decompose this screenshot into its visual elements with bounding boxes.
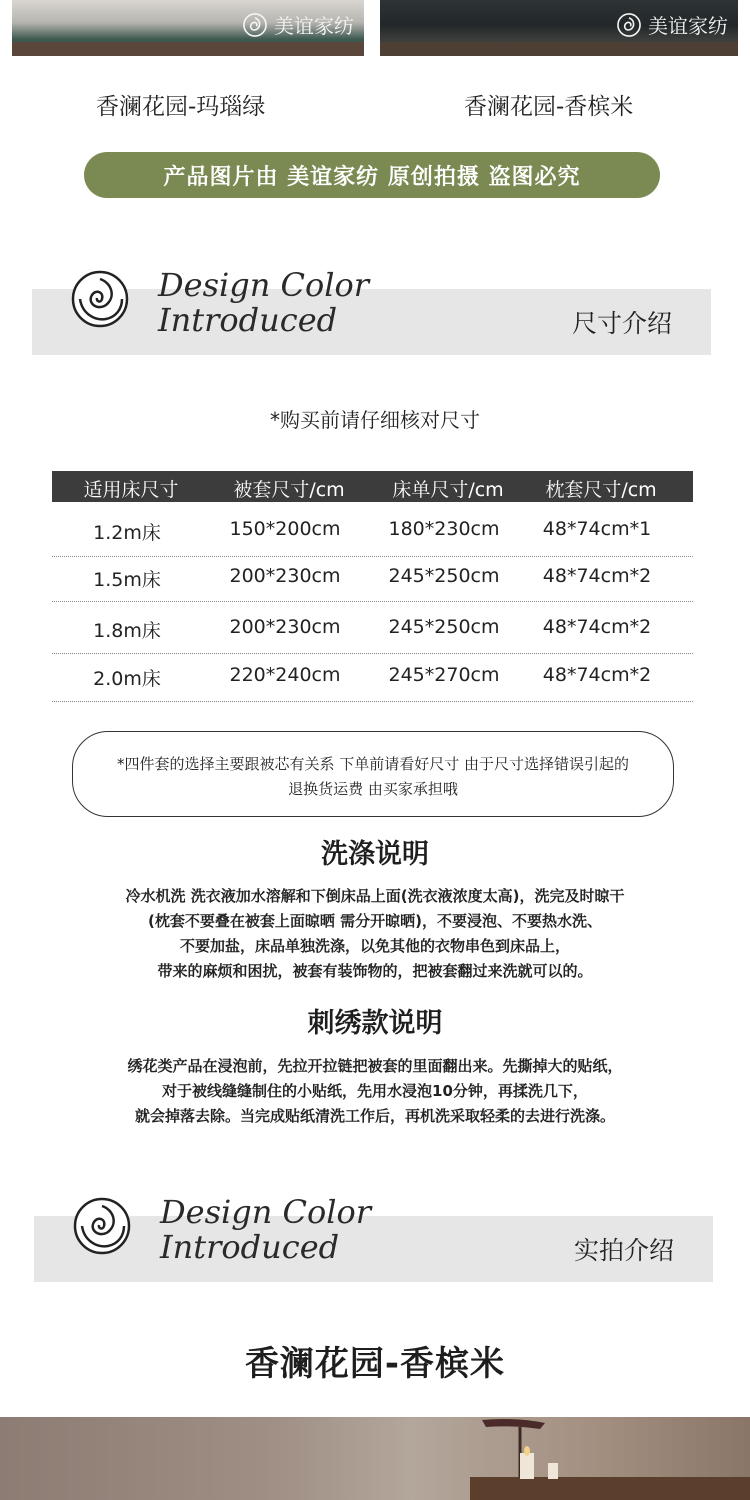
product-title: 香澜花园-香槟米 [244, 1344, 506, 1384]
cell-bed: 1.5m床 [93, 569, 161, 591]
cell-duvet: 220*240cm [229, 664, 341, 686]
watermark [616, 10, 728, 39]
rose-logo-icon [616, 12, 642, 38]
cell-duvet: 200*230cm [229, 616, 341, 638]
copyright-banner: 产品图片由 美谊家纺 原创拍摄 盗图必究 [84, 152, 660, 198]
rose-icon [70, 269, 130, 329]
cell-duvet: 150*200cm [229, 518, 341, 540]
watermark-text: 美谊家纺 [274, 14, 354, 38]
washing-line: 冷水机洗 洗衣液加水溶解和下倒床品上面(洗衣液浓度太高)，洗完及时晾干 [125, 887, 625, 905]
size-disclaimer-box [72, 731, 674, 817]
size-check-note: *购买前请仔细核对尺寸 [270, 408, 480, 432]
embroidery-title: 刺绣款说明 [307, 1008, 443, 1039]
cell-sheet: 245*250cm [388, 616, 500, 638]
header-bed-size: 适用床尺寸 [83, 479, 179, 501]
embroidery-line: 对于被线缝缝制住的小贴纸，先用水浸泡10分钟，再揉洗几下， [162, 1082, 588, 1100]
product-caption-right: 香澜花园-香槟米 [464, 94, 634, 120]
cell-sheet: 245*250cm [388, 565, 500, 587]
room-scene-icon [0, 1417, 750, 1500]
cell-bed: 1.2m床 [93, 522, 161, 544]
header-sheet-size: 床单尺寸/cm [392, 479, 504, 501]
rose-logo-icon [242, 12, 268, 38]
washing-title: 洗涤说明 [321, 839, 429, 870]
watermark-text: 美谊家纺 [648, 14, 728, 38]
washing-line: 不要加盐，床品单独洗涤，以免其他的衣物串色到床品上， [179, 937, 570, 955]
cell-pillow: 48*74cm*1 [542, 518, 652, 540]
header-duvet-size: 被套尺寸/cm [233, 479, 345, 501]
disclaimer-line: 退换货运费 由买家承担哦 [288, 780, 458, 798]
script-heading-line2: Introduced [160, 1228, 340, 1266]
section-title-size: 尺寸介绍 [572, 309, 673, 338]
cell-bed: 1.8m床 [93, 620, 161, 642]
script-heading-line1: Design Color [158, 266, 370, 304]
cell-pillow: 48*74cm*2 [542, 616, 652, 638]
product-caption-left: 香澜花园-玛瑙绿 [96, 94, 266, 120]
section-title-photos: 实拍介绍 [574, 1236, 675, 1265]
product-photo-green [12, 0, 364, 56]
table-row [52, 553, 693, 599]
product-photo-room [0, 1417, 750, 1500]
washing-line: 带来的麻烦和困扰，被套有装饰物的，把被套翻过来洗就可以的。 [157, 962, 593, 980]
embroidery-line: 就会掉落去除。当完成贴纸清洗工作后，再机洗采取轻柔的去进行洗涤。 [134, 1107, 615, 1125]
cell-pillow: 48*74cm*2 [542, 565, 652, 587]
washing-text [0, 884, 750, 984]
product-photo-champagne [380, 0, 738, 56]
table-row [52, 604, 693, 650]
table-row [52, 506, 693, 552]
row-divider [52, 701, 693, 702]
header-pillow-size: 枕套尺寸/cm [545, 479, 657, 501]
embroidery-line: 绣花类产品在浸泡前，先拉开拉链把被套的里面翻出来。先撕掉大的贴纸， [127, 1057, 623, 1075]
row-divider [52, 601, 693, 602]
cell-pillow: 48*74cm*2 [542, 664, 652, 686]
rose-icon [72, 1196, 132, 1256]
cell-sheet: 180*230cm [388, 518, 500, 540]
size-table-header [52, 471, 693, 502]
disclaimer-line: *四件套的选择主要跟被芯有关系 下单前请看好尺寸 由于尺寸选择错误引起的 [116, 755, 630, 773]
cell-duvet: 200*230cm [229, 565, 341, 587]
embroidery-text [0, 1054, 750, 1129]
table-row [52, 652, 693, 698]
washing-line: (枕套不要叠在被套上面晾晒 需分开晾晒)，不要浸泡、不要热水洗、 [148, 912, 602, 930]
script-heading-line2: Introduced [158, 301, 338, 339]
script-heading-line1: Design Color [160, 1193, 372, 1231]
watermark [242, 10, 354, 39]
cell-bed: 2.0m床 [93, 668, 161, 690]
cell-sheet: 245*270cm [388, 664, 500, 686]
